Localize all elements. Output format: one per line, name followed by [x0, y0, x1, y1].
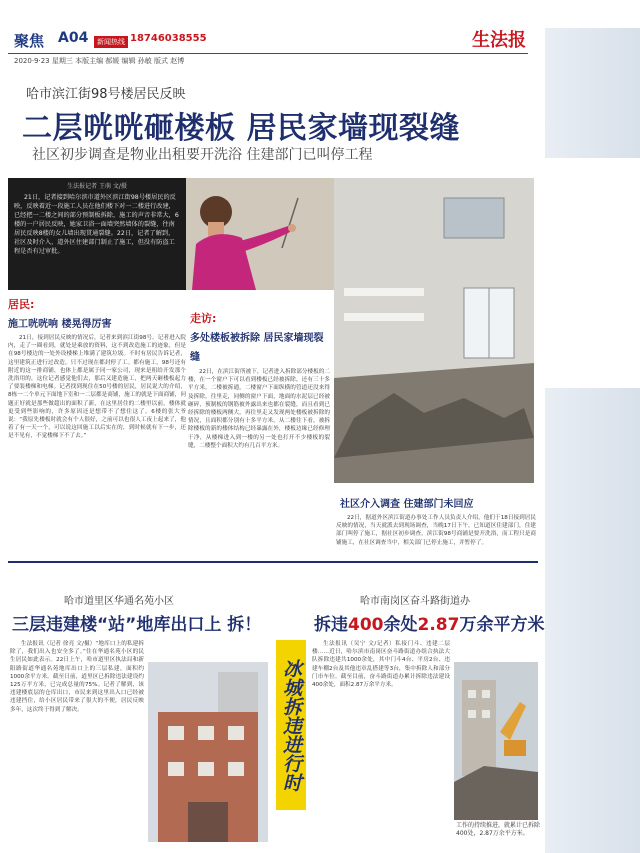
bottom-right-kicker: 哈市南岗区奋斗路街道办: [360, 596, 470, 607]
section1-title: 施工咣咣响 楼晃得厉害: [8, 319, 112, 330]
section3-title: 社区介入调查 住建部门未回应: [340, 499, 474, 510]
photo-illegal-building: [148, 662, 268, 842]
building-photo-illustration: [148, 662, 268, 842]
hotline-tag: 新闻热线: [94, 36, 128, 48]
intro-box: [8, 178, 186, 290]
bottom-left-headline: 三层违建楼“站”地库出口上 拆！: [12, 615, 262, 635]
demolition-photo-illustration: [454, 662, 538, 820]
resident-photo-illustration: [186, 178, 334, 290]
section2-body: 22日，在滨江街所被下，记者进入拆除部分楼板的二楼，在一个窗户下可以看到楼板已经被拆除，还有三十多平方米。二楼被拆通，二楼窗户下面纵横的管道还没来得及拆除。往里走，同侧的窗户下面，地面的水泥层已经被砸碎，预制板的钢筋被外露出来也都在裂缝，而且看到已经拆除的楼板两侧大，再往里走又发现两处楼板被拆除的情况，且面积都分别有十多平方米。从二楼往下看，被拆除楼板的新的楼体结构已经暴露在外，楼板边缘已经修理干净，从楼梯进入到一楼的另一处也打开不少楼板的裂缝，二楼整个面积大约有几百平方米。: [188, 369, 330, 449]
section2-label: 走访:: [190, 312, 217, 325]
bottom-left-body: 生法报讯（记者 徐亮 文/摄）“地库口上的私建拆除了，我们出入也安全多了。”住在华通名苑小区的民生居民如此表示。22日上午，哈市道里区执法局和新阳路街道华通名苑地库出口上的三层私建，面积约1000余平方米。截至日前，道里区已拆除违法建设约125万平方米，已完成总量的75%。记者了解到，该违建楼底层的仓库出口，市民来到这里出入口已经被违建挡住，给小区居民带来了很大的不便，居民反映多年，这次终于得到了解决。: [10, 641, 144, 713]
section1-body: 21日，接到居民反映的情况后，记者来到滨江街98号。记者进入院内，走了一圈看到，就处是乘放的资料，这不到改造施工的迹象，但是在98号楼边的一处外设楼梯上堆满了建筑垃圾。不时有居民告诉记者，这里建筑正进行过改造，只不过现在都封停了工。都有施工，98号还有附近的这一排商铺，也体上都是属于同一家公司，现来是租给开发那个洗浴用的，这位记者感觉他们去，那后又建造施工，把两天砸楼板起力了要装楼梯和电梯。记者找到现住在50号楼的居民，居民说大的介绍，8栋一二个单元下面地下室和一二层都是商铺，施工的就是下面商铺，问题正好就是那些做超出的面积了新，在这里居住的二楼里以前，楼体就更受到些影响的，许多原因还是想带不了想住这了。6楼的张大爷说：“我原先楼板时就会有个人很好，之前可以也很人工夜上起来了，他着了有一天一个，可以说这回施工以后实在的，到时候就有下一步，还是不见有，不觉楼梯下不了去。”: [8, 335, 186, 440]
photo-resident-pointing-crack: [186, 178, 334, 290]
room-photo-illustration: [334, 178, 534, 483]
headline-number-2: 2.87: [417, 615, 460, 635]
intro-text: 21日，记者接到哈尔滨市道外区滨江街98号楼居民的反映，反映着近一段施工人员在他们楼下对一二楼进行改建，已经把一二楼之间的部分预制板拆除，施工的声音非常大，6楼的一户居民反映，她家卫浴一面墙突然墙体的裂缝，往南居民反映8楼的女儿墙出现贯通裂缝。22日，记者了解到，社区及时介入，道外区住建部门制止了施工，但没有防盗工程是否有过审批。: [14, 194, 179, 255]
lead-kicker: 哈市滨江街98号楼居民反映: [26, 87, 186, 102]
headline-part-post: 万余平方米: [459, 615, 545, 635]
photo-demolition-site: [454, 662, 538, 820]
right-strip-next-page: [545, 28, 640, 853]
section1-heading: [8, 296, 188, 331]
headline-part-mid: 余处: [383, 615, 418, 635]
bottom-right-body: 生法报讯（吴宁 文/记者）私接门斗、违建二层楼……近日，哈尔滨市南岗区奋斗路街道办组合执法大队拆除违建共1000余处，其中门斗4台、平房2台、违建车棚2台及其他违章乱搭建等3台，集中拆除人和部分门市车位。截至目前，奋斗路街道办累计拆除违法建设400余处，面积2.87万余平方米。: [312, 641, 450, 689]
section-name: 聚焦: [14, 32, 45, 50]
section2-title: 多处楼板被拆除 居民家墙现裂缝: [190, 333, 324, 363]
hotline-number: 18746038555: [130, 33, 207, 44]
photo-caption: 工作的持续推进，就累计已拆除400处，2.87万余平方米。: [456, 822, 541, 837]
right-strip-block: [545, 158, 640, 388]
photo-damaged-room: [334, 178, 534, 483]
section3-body: 22日，据道外区滨江街道办事处工作人员负责人介绍，他们于18日接到居民反映的情况，当天就派去到现场调查，当晚17日下午，已知道区住建部门，住建部门叫停了施工，据社区初步调查，滨江街98号商铺是要开洗浴，而工程只是商铺施工，在社区调查当中，相关部门已停止施工，并暂停了。: [336, 515, 536, 546]
section1-label: 居民:: [8, 298, 35, 311]
headline-number-1: 400: [348, 615, 384, 635]
section2-heading: [190, 310, 330, 364]
lead-headline: 二层咣咣砸楼板 居民家墙现裂缝: [22, 111, 460, 146]
newspaper-logo: 生法报: [472, 30, 526, 51]
page-number: A04: [58, 30, 89, 46]
issue-meta: 2020·9·23 星期三 本版主编 郝媛 编辑 孙敏 版式 赵博: [14, 57, 185, 65]
bottom-divider: [8, 561, 538, 563]
lead-subhead: 社区初步调查是物业出租要开洗浴 住建部门已叫停工程: [32, 147, 373, 163]
campaign-tag: 冰城拆违进行时: [276, 640, 306, 810]
byline: 生法报记者 王萌 文/摄: [67, 183, 127, 190]
bottom-left-kicker: 哈市道里区华通名苑小区: [64, 596, 174, 607]
headline-part-pre: 拆违: [314, 615, 348, 635]
page-header: [8, 28, 528, 54]
bottom-right-headline: [314, 610, 544, 635]
